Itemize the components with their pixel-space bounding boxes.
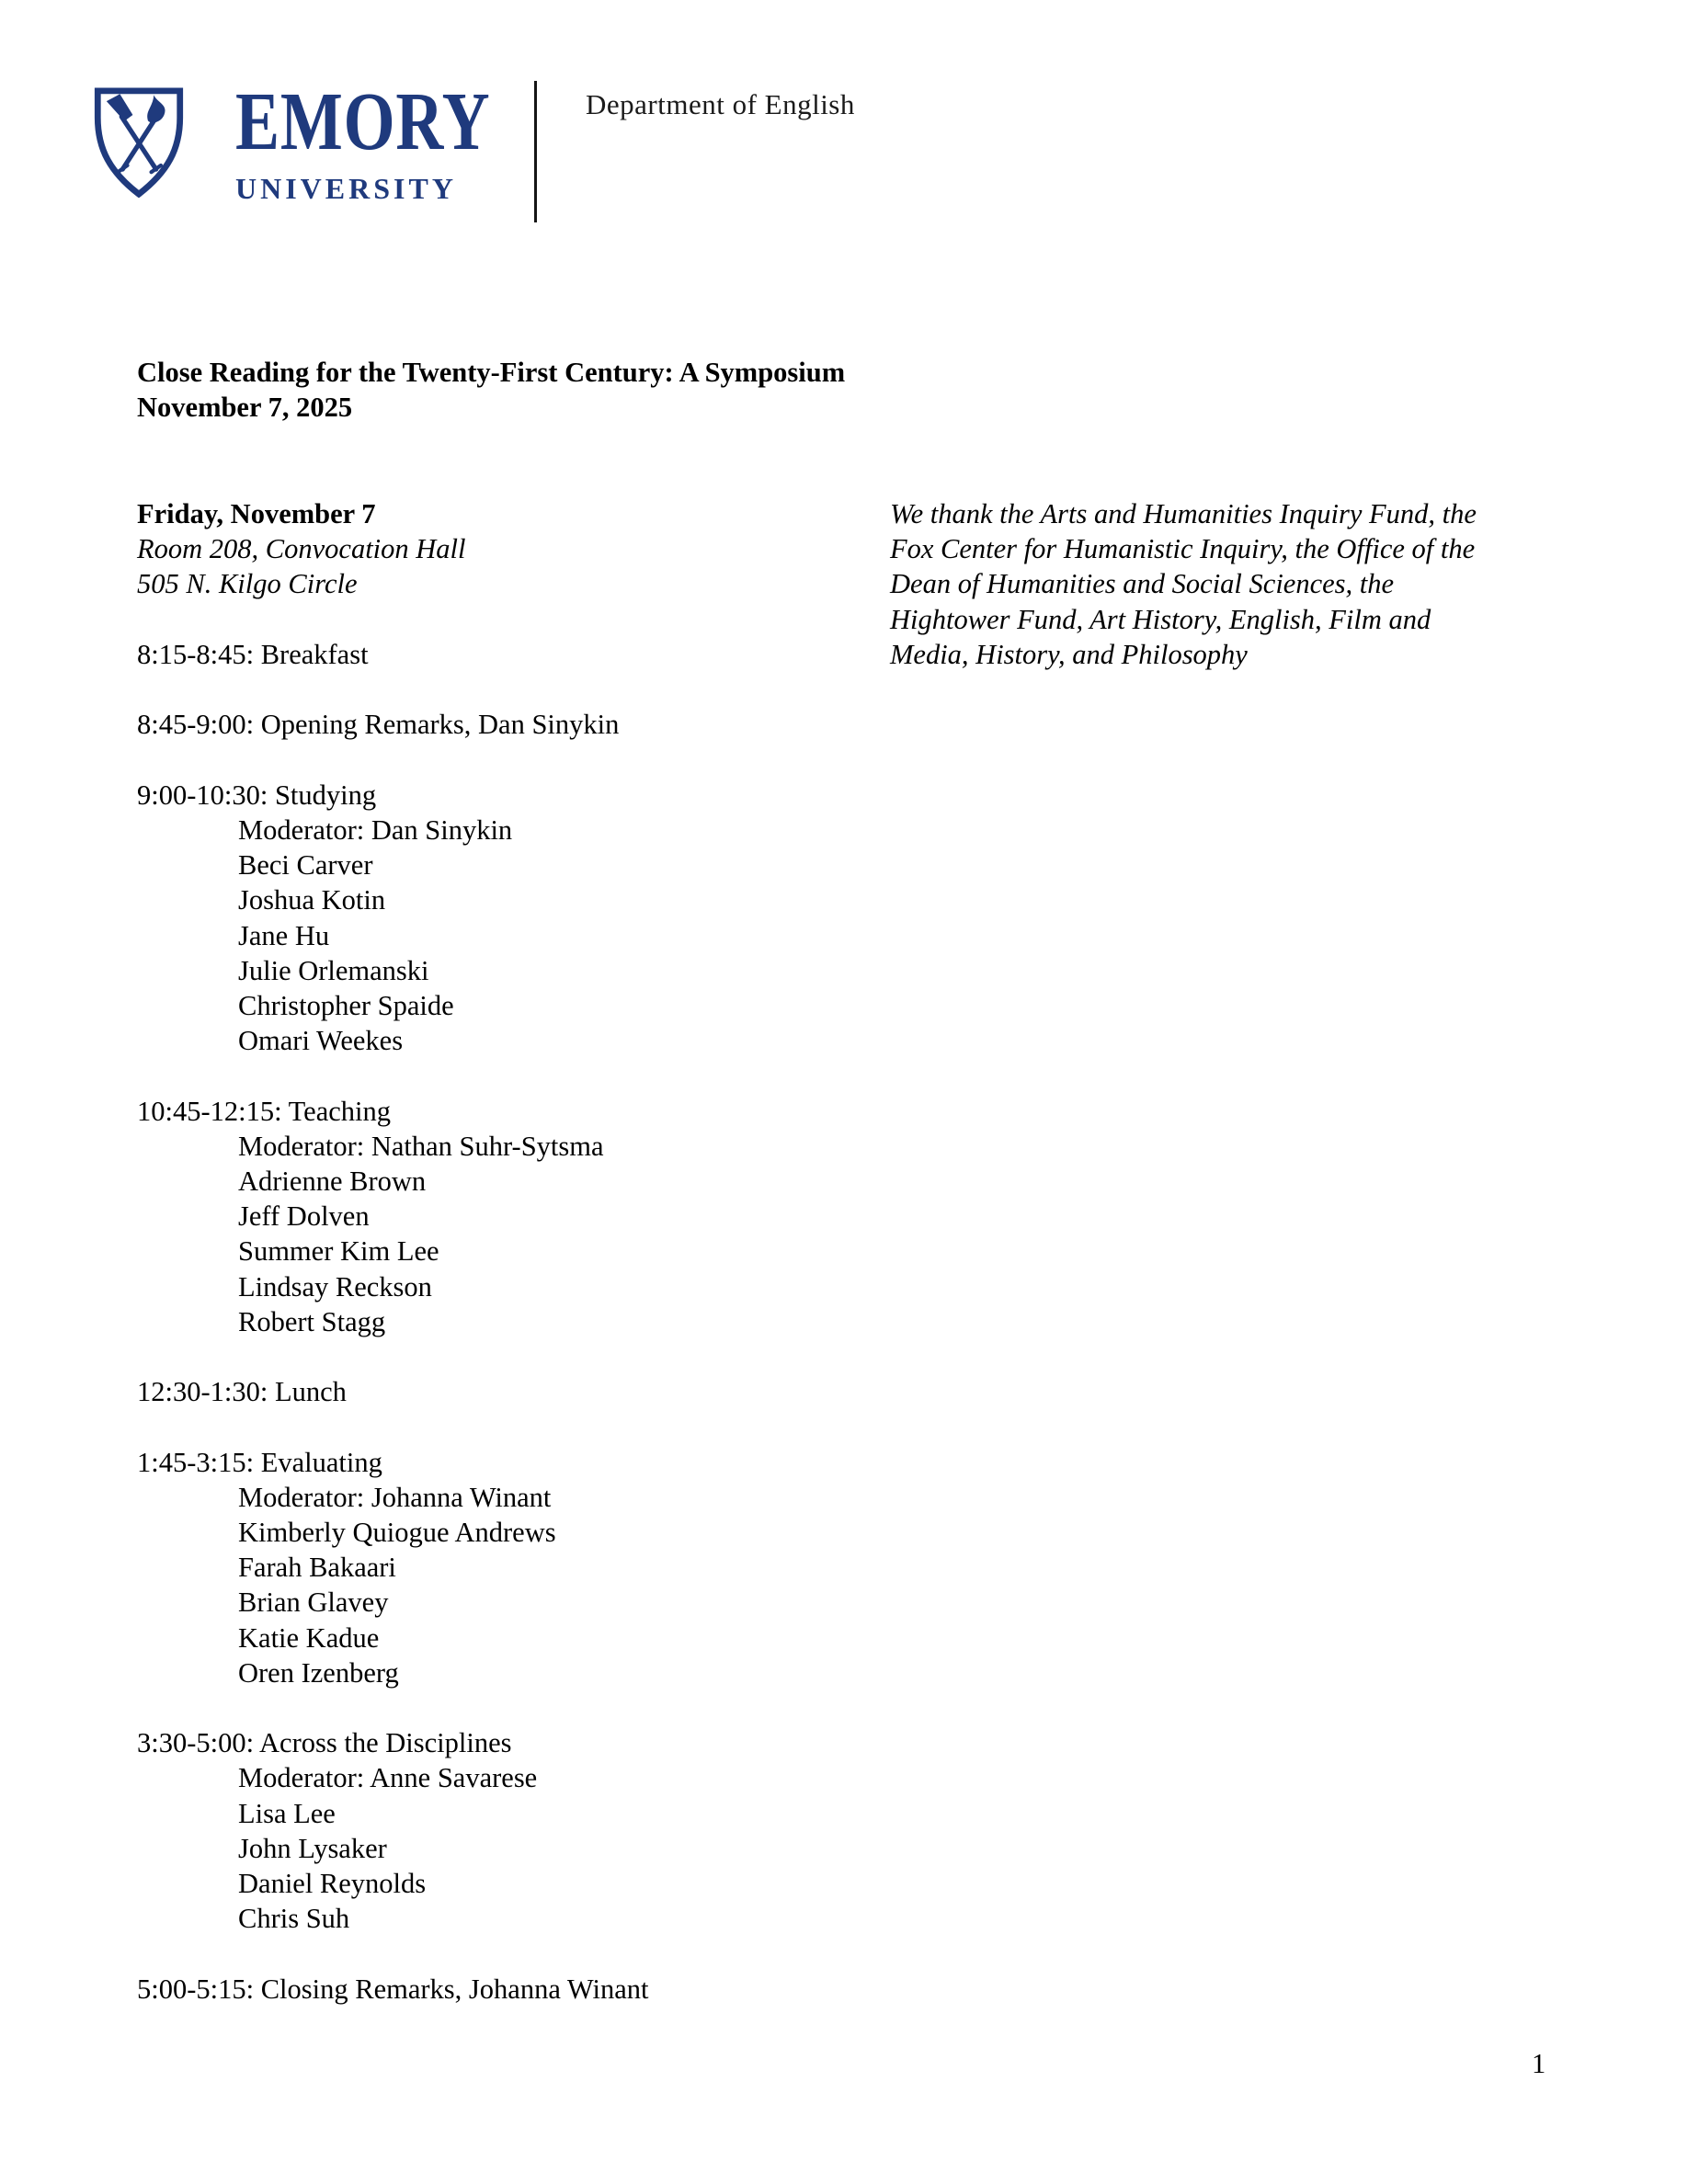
letterhead-divider bbox=[534, 81, 537, 222]
participant-name: Jeff Dolven bbox=[238, 1200, 370, 1233]
session-line: 8:45-9:00: Opening Remarks, Dan Sinykin bbox=[137, 709, 620, 741]
event-day: Friday, November 7 bbox=[137, 498, 376, 529]
emory-wordmark-main: EMORY bbox=[235, 76, 491, 167]
session-line: 9:00-10:30: Studying bbox=[137, 779, 377, 811]
session-line: 1:45-3:15: Evaluating bbox=[137, 1446, 382, 1478]
participant-name: Moderator: Anne Savarese bbox=[238, 1762, 538, 1794]
session-line: 5:00-5:15: Closing Remarks, Johanna Winant bbox=[137, 1973, 649, 2005]
document-title-line1: Close Reading for the Twenty-First Century: A Symposium bbox=[137, 357, 846, 388]
document-title bbox=[137, 355, 845, 425]
acknowledgment-line: Dean of Humanities and Social Sciences, the bbox=[890, 568, 1395, 600]
emory-wordmark-sub: UNIVERSITY bbox=[235, 172, 457, 205]
schedule-item-across-the-disciplines bbox=[137, 1725, 648, 1936]
participant-name: Lindsay Reckson bbox=[238, 1270, 432, 1302]
acknowledgment-line: We thank the Arts and Humanities Inquiry Fund, the bbox=[890, 498, 1477, 529]
participant-name: Chris Suh bbox=[238, 1903, 350, 1935]
participant-name: Omari Weekes bbox=[238, 1025, 404, 1057]
participant-name: Lisa Lee bbox=[238, 1797, 336, 1829]
participant-name: Joshua Kotin bbox=[238, 884, 386, 916]
acknowledgment-line: Hightower Fund, Art History, English, Film and bbox=[890, 603, 1431, 635]
participant-name: Christopher Spaide bbox=[238, 990, 454, 1021]
page-number: 1 bbox=[1532, 2048, 1546, 2079]
participant-name: Moderator: Johanna Winant bbox=[238, 1481, 552, 1513]
schedule-item-opening-remarks bbox=[137, 707, 648, 742]
schedule bbox=[137, 637, 648, 2007]
emory-wordmark bbox=[235, 76, 554, 206]
schedule-item-studying bbox=[137, 778, 648, 1059]
participant-name: John Lysaker bbox=[238, 1832, 387, 1864]
event-address: 505 N. Kilgo Circle bbox=[137, 568, 358, 600]
session-line: 8:15-8:45: Breakfast bbox=[137, 639, 369, 670]
participant-name: Oren Izenberg bbox=[238, 1656, 399, 1689]
event-info bbox=[137, 496, 466, 602]
event-venue: Room 208, Convocation Hall bbox=[137, 533, 466, 565]
participant-name: Daniel Reynolds bbox=[238, 1868, 427, 1900]
participant-name: Brian Glavey bbox=[238, 1587, 389, 1619]
schedule-item-teaching bbox=[137, 1094, 648, 1339]
acknowledgment-note bbox=[890, 496, 1477, 672]
schedule-item-evaluating bbox=[137, 1445, 648, 1690]
document-title-line2: November 7, 2025 bbox=[137, 392, 353, 424]
session-line: 3:30-5:00: Across the Disciplines bbox=[137, 1727, 512, 1759]
session-line: 12:30-1:30: Lunch bbox=[137, 1376, 347, 1408]
schedule-item-breakfast bbox=[137, 637, 648, 672]
acknowledgment-line: Fox Center for Humanistic Inquiry, the Office of the bbox=[890, 533, 1476, 565]
participant-name: Beci Carver bbox=[238, 849, 373, 882]
participant-name: Jane Hu bbox=[238, 919, 330, 951]
participant-name: Adrienne Brown bbox=[238, 1166, 427, 1197]
department-name: Department of English bbox=[586, 88, 855, 120]
participant-name: Moderator: Dan Sinykin bbox=[238, 813, 513, 846]
participant-name: Moderator: Nathan Suhr-Sytsma bbox=[238, 1130, 604, 1162]
participant-name: Summer Kim Lee bbox=[238, 1235, 439, 1268]
participant-name: Robert Stagg bbox=[238, 1305, 386, 1337]
schedule-item-closing-remarks bbox=[137, 1972, 648, 2007]
participant-name: Katie Kadue bbox=[238, 1621, 380, 1654]
emory-shield-icon bbox=[91, 85, 187, 200]
participant-name: Julie Orlemanski bbox=[238, 954, 429, 986]
participant-name: Kimberly Quiogue Andrews bbox=[238, 1517, 556, 1548]
acknowledgment-line: Media, History, and Philosophy bbox=[890, 638, 1248, 670]
session-line: 10:45-12:15: Teaching bbox=[137, 1095, 391, 1127]
schedule-item-lunch bbox=[137, 1374, 648, 1409]
participant-name: Farah Bakaari bbox=[238, 1552, 396, 1584]
